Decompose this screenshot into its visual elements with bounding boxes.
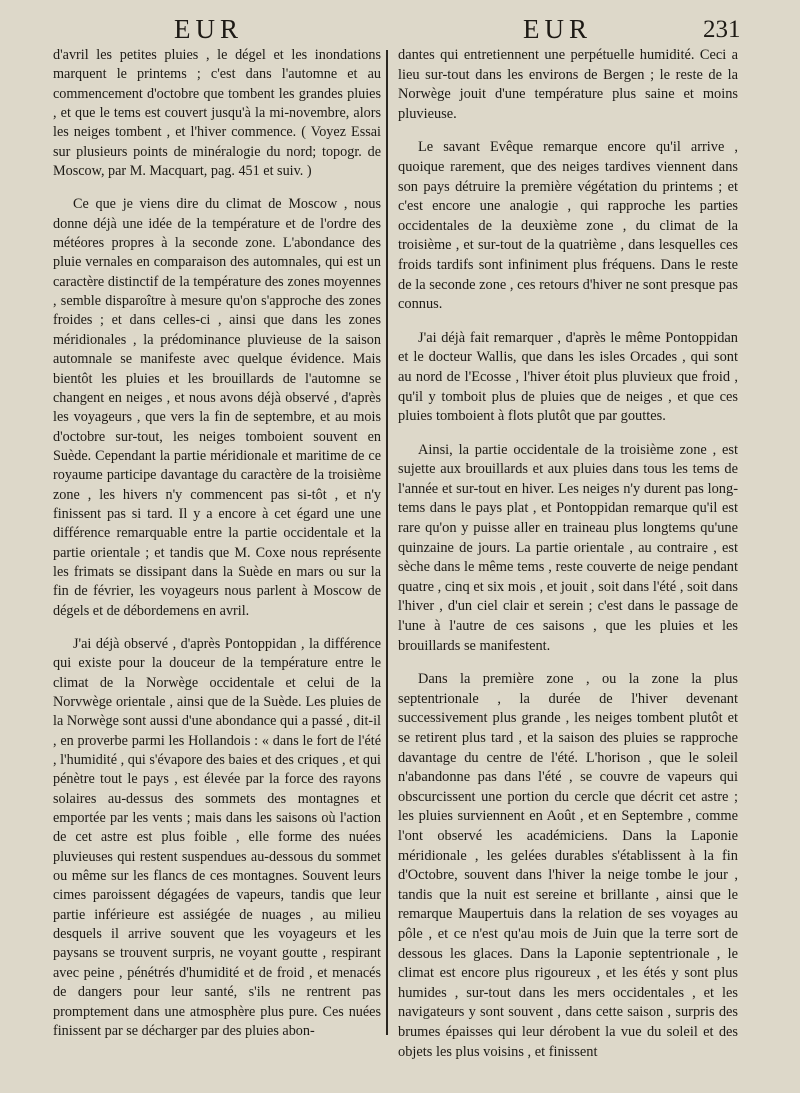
paragraph: Le savant Evêque remarque encore qu'il arrive , quoique rarement, que des neiges tardives viennent dans son pays détruire la première végétation du printems ; et c'est encore une analogie , qui rapproche les parties occidentales de la deuxième zone , du climat de la troisième , et sur-tout de la quatrième , dans lesquelles ces froids tardifs sont infiniment plus fréquens. Dans le reste de la seconde zone , ces retours d'hiver ne sont presque pas connus. bbox=[398, 139, 738, 313]
running-head-right: EUR bbox=[523, 14, 592, 44]
column-divider bbox=[386, 50, 388, 1035]
right-column bbox=[398, 46, 738, 1062]
paragraph: Ce que je viens dire du climat de Moscow , nous donne déjà une idée de la température et de l'ordre des météores propres à la seconde zone. L'abondance des pluie vernales en comparaison des automnales, qui est un caractère distinctif de la température des zones moyennes , semble disparoître à mesure qu'on s'approche des zones froides ; et dans celles-ci , ainsi que dans les zones méridionales , la prédominance pluvieuse de la saison automnale se manifeste avec quelque évidence. Mais bientôt les pluies et les brouillards de l'automne se changent en neiges , et nous avons déjà observé , d'après les voyageurs , que vers la fin de septembre, et au mois d'octobre sur-tout, les neiges tomboient souvent en Suède. Cependant la partie méridionale et maritime de ce royaume participe davantage du caractère de la troisième zone , les hivers n'y commencent pas si-tôt , et n'y finissent pas si tard. Il y a encore à cet égard une une différence remarquable entre la partie occidentale et la partie orientale ; et tandis que M. Coxe nous représente les frimats se dissipant dans la Suède en mars ou sur la fin de février, les voyageurs nous parlent à Moscow de dégels et de débordemens en avril. bbox=[53, 196, 381, 619]
paragraph: Ainsi, la partie occidentale de la troisième zone , est sujette aux brouillards et aux pluies dans tous les tems de l'année et sur-tout en hiver. Les neiges n'y durent pas long-tems dans le pays plat , et Pontoppidan remarque qu'il est rare qu'on y puisse aller en traineau plus longtems qu'une quinzaine de jours. La partie orientale , au contraire , est sèche dans le même tems , reste couverte de neige pendant quatre , cinq et six mois , et jouit , soit dans l'été , soit dans l'hiver , d'un ciel clair et serein ; c'est dans le passage de l'une à l'autre de ces saisons , que les pluies et les brouillards se manifestent. bbox=[398, 441, 738, 654]
running-head-left: EUR bbox=[174, 14, 243, 44]
paragraph: J'ai déjà fait remarquer , d'après le même Pontoppidan et le docteur Wallis, que dans les isles Orcades , qui sont au nord de l'Ecosse , l'hiver étoit plus pluvieux que froid , qu'il y tomboit plus de pluies que de neiges , et que ces pluies tomboient à flots plutôt que par gouttes. bbox=[398, 329, 738, 425]
page-number: 231 bbox=[703, 16, 741, 43]
paragraph: dantes qui entretiennent une perpétuelle humidité. Ceci a lieu sur-tout dans les environs de Bergen ; le reste de la Norwège jouit d'une température plus saine et moins pluvieuse. bbox=[398, 47, 738, 122]
paragraph: J'ai déjà observé , d'après Pontoppidan , la différence qui existe pour la douceur de la température entre le climat de la Norwège occidentale et celui de la Norvwège orientale , ainsi que de la Suède. Les pluies de la Norwège sont aussi d'une abondance qui a passé , dit-il , en proverbe parmi les Hollandois : « dans le fort de l'été , l'humidité , qui s'évapore des baies et des criques , et qui pénètre tout le pays , est élevée par la force des rayons solaires au-dessus des sommets des montagnes et emportée par les vents ; mais dans les saisons où l'action de cet astre est plus foible , elle forme des nuées pluvieuses qui restent suspendues au-dessous du sommet ou même sur les flancs de ces montagnes. Souvent leurs cimes paroissent dégagées de vapeurs, tandis que leur partie inférieure est assiégée de nuages , au milieu desquels il arrive souvent que les voyageurs et les paysans se trouvent surpris, ne voyant goutte , respirant avec peine , pénétrés d'humidité et de froid , et menacés de dangers pour leur santé, s'ils ne rentrent pas promptement dans une atmosphère plus pure. Ces nuées finissent par se décharger par des pluies abon- bbox=[53, 635, 381, 1039]
paragraph: d'avril les petites pluies , le dégel et les inondations marquent le printems ; c'est dans l'automne et au commencement d'octobre que tombent les grandes pluies , et que le tems est couvert jusqu'à la mi-novembre, alors les neiges tombent , et l'hiver commence. ( Voyez Essai sur plusieurs points de minéralogie du nord; topogr. de Moscow, par M. Macquart, pag. 451 et suiv. ) bbox=[53, 47, 381, 180]
left-column bbox=[53, 46, 381, 1041]
paragraph: Dans la première zone , ou la zone la plus septentrionale , la durée de l'hiver devenant successivement plus grande , les neiges tombent plutôt et se retirent plus tard , et la saison des pluies se rapproche davantage du centre de l'été. L'horison , que le soleil n'abandonne pas dans l'été , se couvre de vapeurs qui obscurcissent une portion du cercle que décrit cet astre ; les pluies surviennent en Août , et en Septembre , comme l'ont observé les académiciens. Dans la Laponie méridionale , les gelées durables s'établissent à la fin d'Octobre, souvent dans l'hiver la neige tombe le jour , tandis que la nuit est sereine et brillante , ainsi que le remarque Maupertuis dans la relation de ses voyages au pôle , et ce n'est qu'au mois de Juin que la terre sort de dessous les glaces. Dans la Laponie septentrionale , le climat est encore plus rigoureux , et les étés y sont plus humides , sur-tout dans les mers occidentales , et les navigateurs y sont souvent , dans cette saison , surpris des brumes épaisses qui leur dérobent la vue du soleil et des objets les plus voisins , et finissent bbox=[398, 671, 738, 1060]
